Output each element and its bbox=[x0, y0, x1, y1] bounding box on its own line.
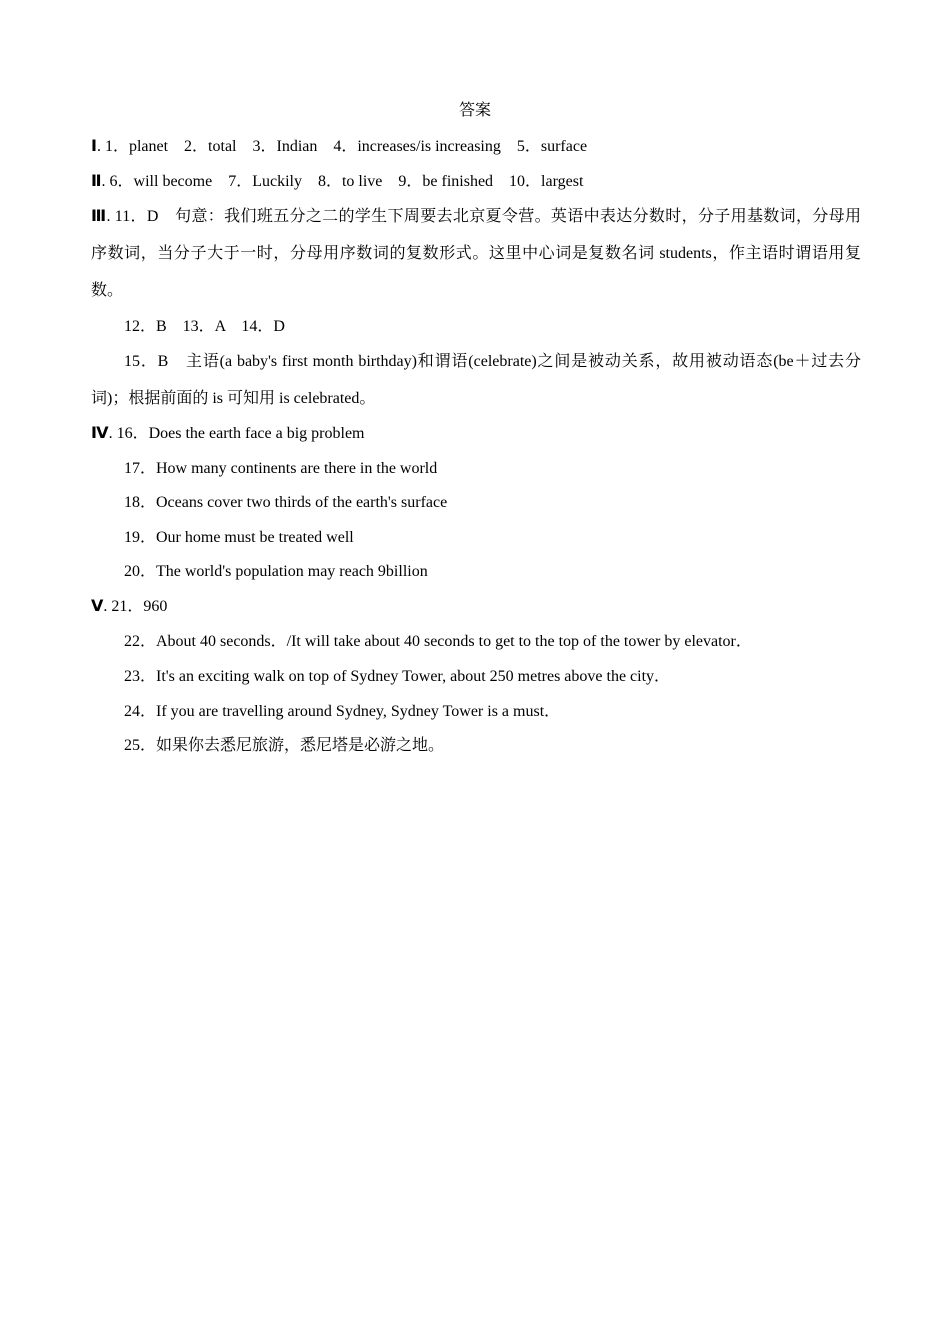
page-title: 答案 bbox=[458, 102, 491, 119]
section-5-q21 bbox=[91, 597, 167, 617]
q12-14-answers: 12．B 13．A 14．D bbox=[124, 318, 285, 335]
q16-text: . 16．Does the earth face a big problem bbox=[108, 425, 365, 442]
section-4-numeral: Ⅳ bbox=[91, 425, 109, 442]
q24-answer: 24．If you are travelling around Sydney, Sydney Tower is a must． bbox=[124, 703, 561, 720]
section-4-q16 bbox=[91, 424, 365, 444]
section-2-text: . 6．will become 7．Luckily 8．to live 9．be finished 10．largest bbox=[101, 173, 584, 190]
q15-text: 15．B 主语(a baby's first month birthday)和谓语(celebrate)之间是被动关系，故用被动语态(be＋过去分词)；根据前面的 is 可知用 is celebrated。 bbox=[91, 353, 861, 407]
section-3-q11-explanation bbox=[91, 198, 861, 309]
q15-explanation bbox=[91, 343, 861, 417]
q21-text: . 21．960 bbox=[103, 598, 168, 615]
q22-answer: 22．About 40 seconds．/It will take about 40 seconds to get to the top of the tower by elevator． bbox=[124, 633, 752, 650]
section-1-numeral: Ⅰ bbox=[91, 138, 97, 155]
q17-answer: 17．How many continents are there in the world bbox=[124, 460, 438, 477]
q11-text: . 11．D 句意：我们班五分之二的学生下周要去北京夏令营。英语中表达分数时，分子用基数词，分母用序数词，当分子大于一时，分母用序数词的复数形式。这里中心词是复数名词 students，作主语时谓语用复数。 bbox=[91, 208, 861, 299]
q19-answer: 19．Our home must be treated well bbox=[124, 529, 354, 546]
section-2-answers bbox=[91, 172, 583, 192]
section-1-answers bbox=[91, 137, 587, 157]
section-2-numeral: Ⅱ bbox=[91, 173, 102, 190]
q20-answer: 20．The world's population may reach 9billion bbox=[124, 563, 428, 580]
section-5-numeral: Ⅴ bbox=[91, 598, 104, 615]
q18-answer: 18．Oceans cover two thirds of the earth's surface bbox=[124, 494, 448, 511]
section-3-numeral: Ⅲ bbox=[91, 208, 107, 225]
section-1-text: . 1．planet 2．total 3．Indian 4．increases/is increasing 5．surface bbox=[96, 138, 588, 155]
q23-answer: 23．It's an exciting walk on top of Sydney Tower, about 250 metres above the city． bbox=[124, 668, 671, 685]
q25-answer: 25．如果你去悉尼旅游，悉尼塔是必游之地。 bbox=[124, 737, 445, 754]
